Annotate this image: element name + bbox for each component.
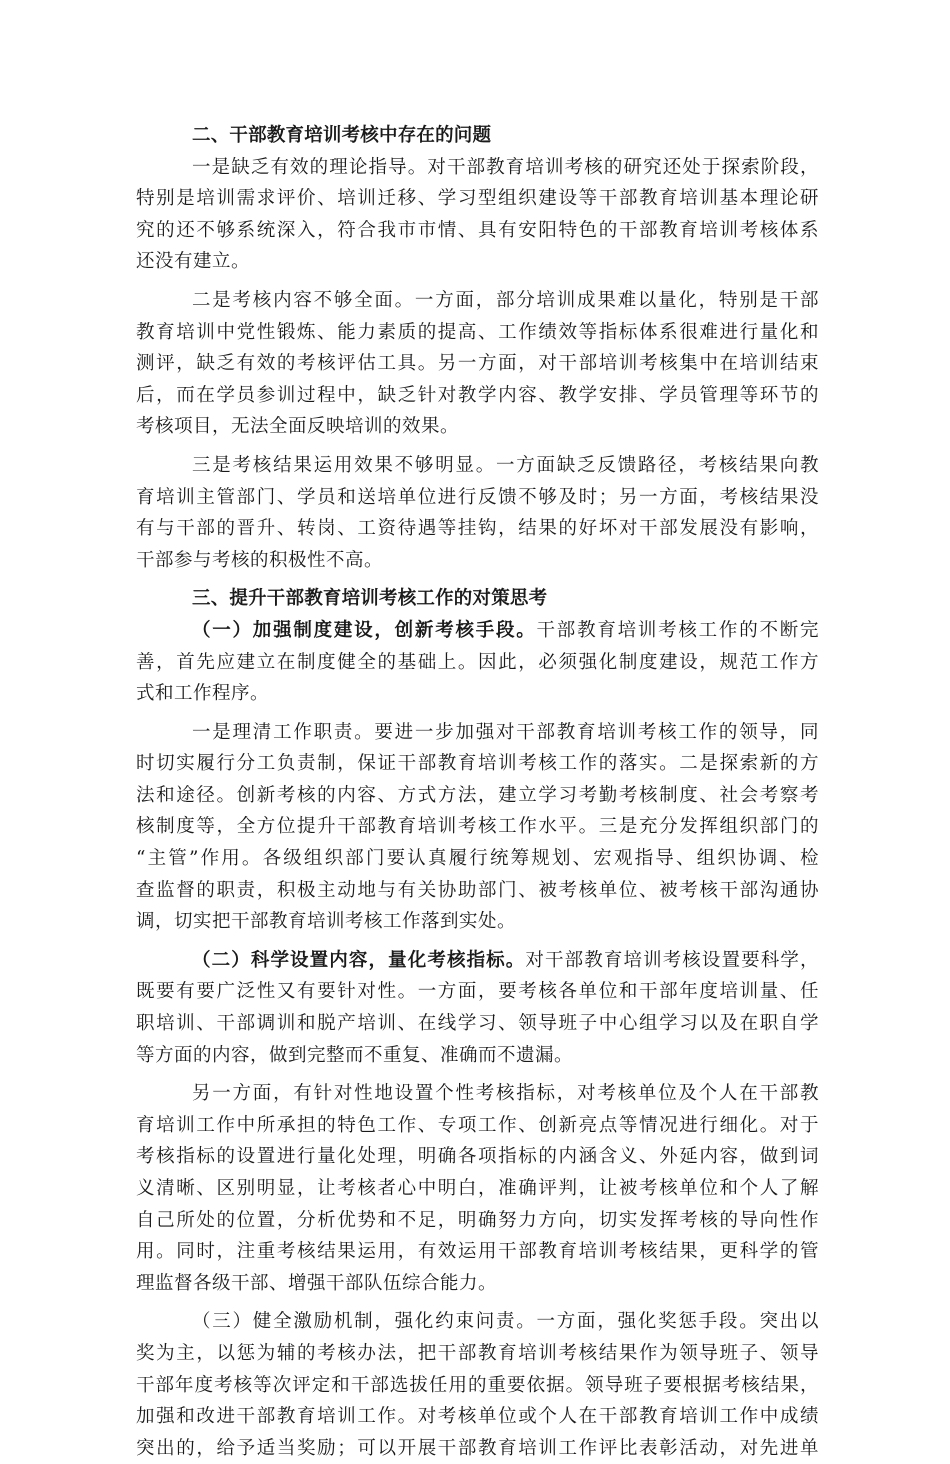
text-line: 特别是培训需求评价、培训迁移、学习型组织建设等干部教育培训基本理论研 <box>136 188 819 210</box>
paragraph <box>136 717 819 938</box>
text-line: 调，切实把干部教育培训考核工作落到实处。 <box>136 911 517 933</box>
text-line: 式和工作程序。 <box>136 683 270 705</box>
text-fragment: 对干部教育培训考核设置要科学， <box>525 949 819 971</box>
text-line: 用。同时，注重考核结果运用，有效运用干部教育培训考核结果，更科学的管 <box>136 1241 819 1263</box>
text-line: 加强和改进干部教育培训工作。对考核单位或个人在干部教育培训工作中成绩 <box>136 1406 819 1428</box>
text-line: 一是理清工作职责。要进一步加强对干部教育培训考核工作的领导，同 <box>192 721 819 743</box>
text-line: 一是缺乏有效的理论指导。对干部教育培训考核的研究还处于探索阶段， <box>192 156 819 178</box>
text-line: 育培训主管部门、学员和送培单位进行反馈不够及时；另一方面，考核结果没 <box>136 486 819 508</box>
text-line: 时切实履行分工负责制，保证干部教育培训考核工作的落实。二是探索新的方 <box>136 753 819 775</box>
text-line: 考核指标的设置进行量化处理，明确各项指标的内涵含义、外延内容，做到词 <box>136 1146 819 1168</box>
paragraph <box>136 1078 819 1299</box>
paragraph <box>136 615 819 710</box>
text-line: 突出的，给予适当奖励；可以开展干部教育培训工作评比表彰活动，对先进单 <box>136 1437 819 1459</box>
text-line: 考核项目，无法全面反映培训的效果。 <box>136 416 460 438</box>
text-line: 查监督的职责，积极主动地与有关协助部门、被考核单位、被考核干部沟通协 <box>136 879 819 901</box>
text-line: 职培训、干部调训和脱产培训、在线学习、领导班子中心组学习以及在职自学 <box>136 1013 819 1035</box>
text-line: 三是考核结果运用效果不够明显。一方面缺乏反馈路径，考核结果向教 <box>192 454 819 476</box>
text-line: 自己所处的位置，分析优势和不足，明确努力方向，切实发挥考核的导向性作 <box>136 1209 819 1231</box>
text-line: 另一方面，有针对性地设置个性考核指标，对考核单位及个人在干部教 <box>192 1083 819 1105</box>
paragraph-lead: （一）加强制度建设，创新考核手段。 <box>192 619 537 641</box>
text-line: 后，而在学员参训过程中，缺乏针对教学内容、教学安排、学员管理等环节的 <box>136 384 819 406</box>
text-line: 等方面的内容，做到完整而不重复、准确而不遗漏。 <box>136 1044 574 1066</box>
text-line: 义清晰、区别明显，让考核者心中明白，准确评判，让被考核单位和个人了解 <box>136 1178 819 1199</box>
paragraph <box>136 1306 819 1464</box>
paragraph-lead: （二）科学设置内容，量化考核指标。 <box>192 949 526 971</box>
text-line: 育培训工作中所承担的特色工作、专项工作、创新亮点等情况进行细化。对于 <box>136 1114 819 1136</box>
paragraph <box>136 152 819 278</box>
paragraph <box>136 945 819 1071</box>
text-line: 法和途径。创新考核的内容、方式方法，建立学习考勤考核制度、社会考察考 <box>136 784 819 806</box>
text-line: 究的还不够系统深入，符合我市市情、具有安阳特色的干部教育培训考核体系 <box>136 219 819 241</box>
text-line: 有与干部的晋升、转岗、工资待遇等挂钩，结果的好坏对干部发展没有影响， <box>136 518 819 540</box>
text-fragment: 干部教育培训考核工作的不断完 <box>536 619 819 641</box>
text-line: 教育培训中党性锻炼、能力素质的提高、工作绩效等指标体系很难进行量化和 <box>136 321 819 343</box>
text-line: 既要有要广泛性又有要针对性。一方面，要考核各单位和干部年度培训量、任 <box>136 981 819 1003</box>
text-line: 理监督各级干部、增强干部队伍综合能力。 <box>136 1272 498 1294</box>
text-line: 干部年度考核等次评定和干部选拔任用的重要依据。领导班子要根据考核结果， <box>136 1374 819 1396</box>
text-line: 二是考核内容不够全面。一方面，部分培训成果难以量化，特别是干部 <box>192 289 819 311</box>
document-page <box>136 120 819 1464</box>
text-line: 干部参与考核的积极性不高。 <box>136 549 384 571</box>
text-line: 还没有建立。 <box>136 251 251 273</box>
paragraph <box>136 285 819 443</box>
text-line: （三）健全激励机制，强化约束问责。一方面，强化奖惩手段。突出以 <box>192 1311 819 1333</box>
section-heading-2: 二、干部教育培训考核中存在的问题 <box>192 125 492 146</box>
paragraph <box>136 450 819 576</box>
text-line: 测评，缺乏有效的考核评估工具。另一方面，对干部培训考核集中在培训结束 <box>136 353 819 375</box>
text-line: 核制度等，全方位提升干部教育培训考核工作水平。三是充分发挥组织部门的 <box>136 816 819 838</box>
text-line <box>136 615 819 647</box>
text-line: 奖为主，以惩为辅的考核办法，把干部教育培训考核结果作为领导班子、领导 <box>136 1342 819 1364</box>
text-line: “主管”作用。各级组织部门要认真履行统筹规划、宏观指导、组织协调、检 <box>136 848 819 870</box>
text-line: 善，首先应建立在制度健全的基础上。因此，必须强化制度建设，规范工作方 <box>136 651 819 673</box>
section-heading-3: 三、提升干部教育培训考核工作的对策思考 <box>192 588 548 610</box>
text-line <box>136 945 819 977</box>
